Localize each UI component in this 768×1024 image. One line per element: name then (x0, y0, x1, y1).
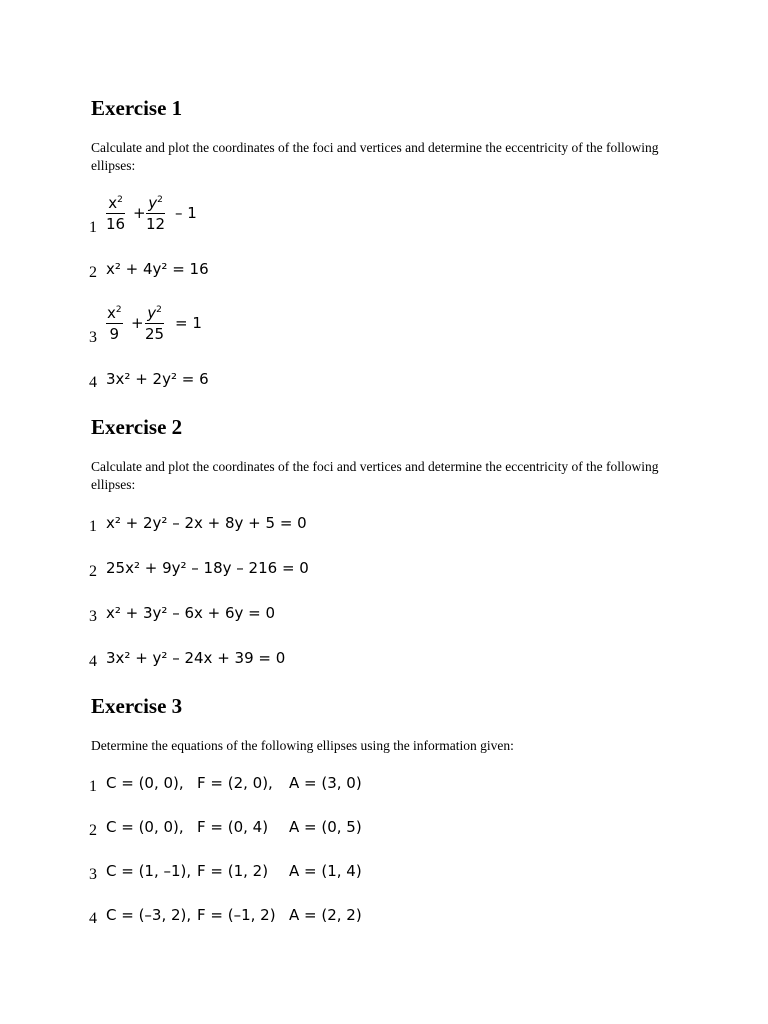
center-value: C = (0, 0), (106, 818, 184, 836)
exercise-1-instructions: Calculate and plot the coordinates of the foci and vertices and determine the eccentricity of the following ellipses: (91, 140, 659, 173)
exercise-2-heading: Exercise 2 (91, 415, 183, 439)
equation-rhs: – 1 (175, 204, 197, 222)
vertex-value: A = (3, 0) (289, 774, 362, 792)
plus-sign: + (133, 204, 146, 222)
fraction-x-over-9: $\frac{x^2}{9}$ (107, 304, 122, 343)
equation: x² + 4y² = 16 (106, 260, 209, 278)
item-number: 4 (89, 910, 97, 927)
item-number: 1 (89, 778, 97, 795)
vertex-value: A = (0, 5) (289, 818, 362, 836)
center-value: C = (–3, 2), (106, 906, 192, 924)
fraction-y-over-12: $\frac{y^2}{12}$ (146, 194, 166, 233)
center-value: C = (1, –1), (106, 862, 192, 880)
exercise-1-heading: Exercise 1 (91, 96, 183, 120)
item-number: 3 (89, 866, 97, 883)
item-number: 4 (89, 374, 97, 391)
focus-value: F = (2, 0), (197, 774, 273, 792)
item-number: 3 (89, 329, 97, 346)
equation: 25x² + 9y² – 18y – 216 = 0 (106, 559, 309, 577)
item-number: 3 (89, 608, 97, 625)
exercise-2-instructions: Calculate and plot the coordinates of the foci and vertices and determine the eccentricity of the following ellipses: (91, 459, 659, 492)
fraction-y-over-25: $\frac{y^2}{25}$ (145, 304, 165, 343)
focus-value: F = (1, 2) (197, 862, 269, 880)
exercise-3-heading: Exercise 3 (91, 694, 183, 718)
equation-rhs: = 1 (175, 314, 202, 332)
focus-value: F = (–1, 2) (197, 906, 276, 924)
equation: 3x² + 2y² = 6 (106, 370, 209, 388)
fraction-x-over-16: $\frac{x^2}{16}$ (106, 194, 126, 233)
plus-sign: + (131, 314, 144, 332)
item-number: 1 (89, 518, 97, 535)
item-number: 2 (89, 264, 97, 281)
item-number: 2 (89, 822, 97, 839)
vertex-value: A = (2, 2) (289, 906, 362, 924)
equation: x² + 2y² – 2x + 8y + 5 = 0 (106, 514, 307, 532)
equation: x² + 3y² – 6x + 6y = 0 (106, 604, 276, 622)
vertex-value: A = (1, 4) (289, 862, 362, 880)
focus-value: F = (0, 4) (197, 818, 269, 836)
exercise-3-instructions: Determine the equations of the following ellipses using the information given: (91, 738, 514, 753)
item-number: 4 (89, 653, 97, 670)
item-number: 1 (89, 219, 97, 236)
item-number: 2 (89, 563, 97, 580)
equation: 3x² + y² – 24x + 39 = 0 (106, 649, 286, 667)
center-value: C = (0, 0), (106, 774, 184, 792)
